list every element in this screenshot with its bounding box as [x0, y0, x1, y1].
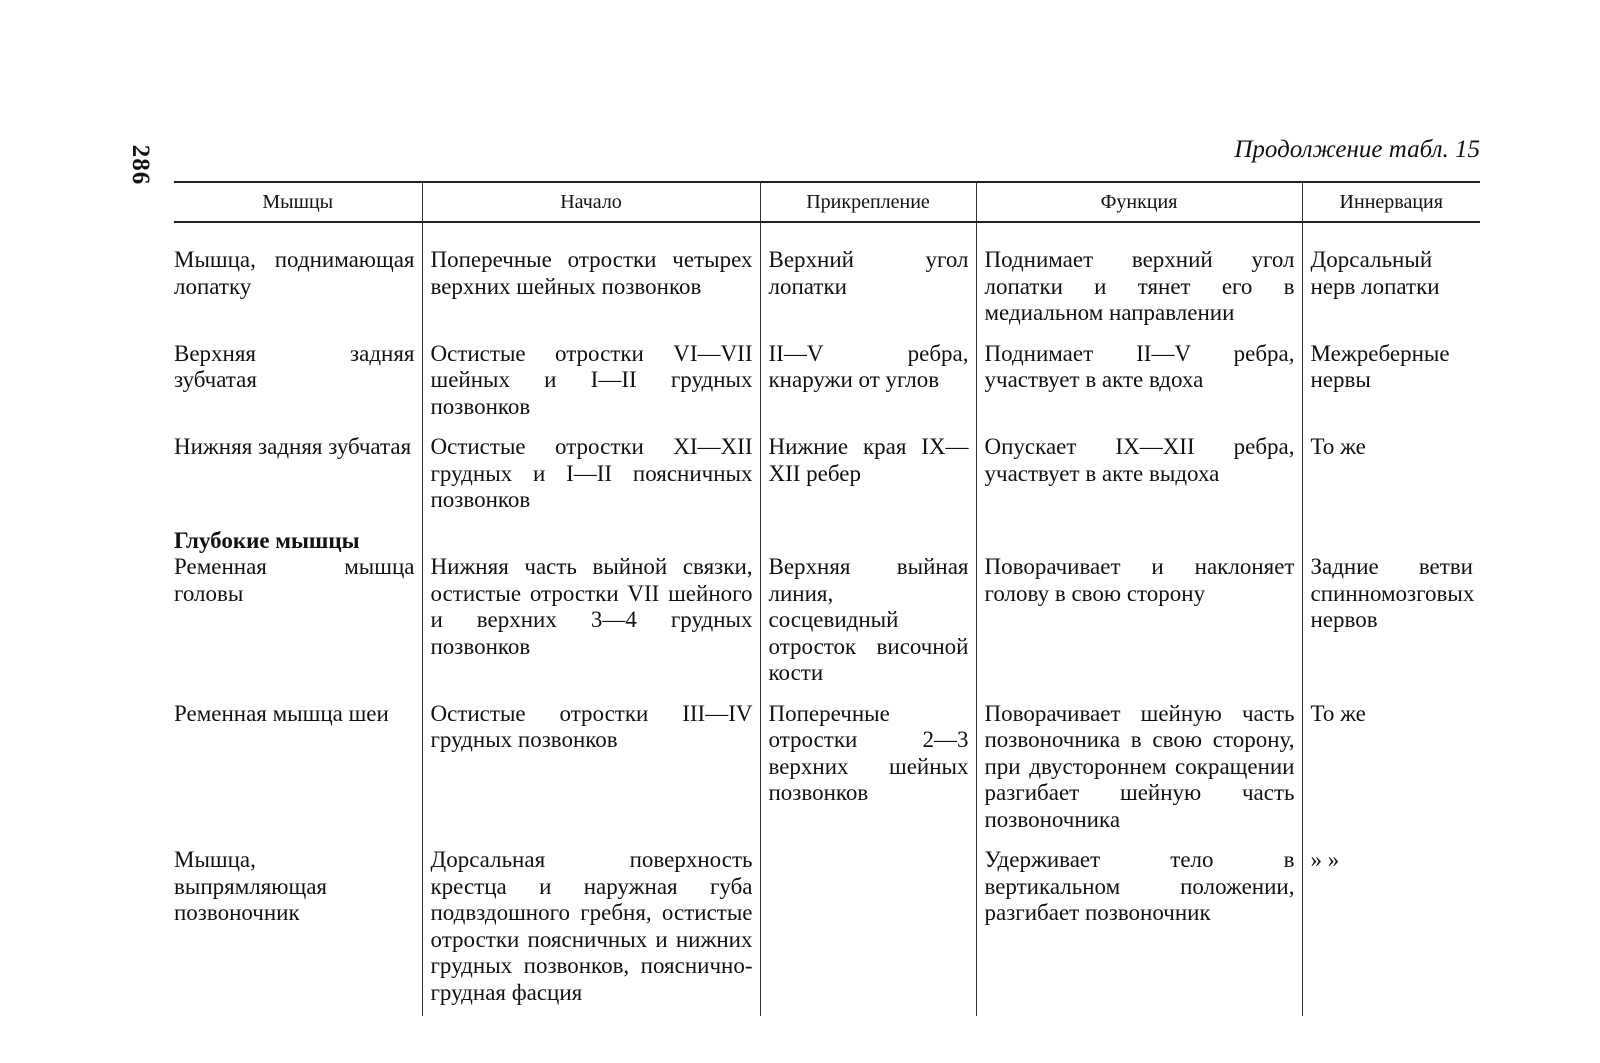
page-number: 286 — [127, 144, 154, 186]
header-muscle: Мышцы — [174, 182, 422, 222]
table-row — [174, 337, 1480, 431]
table-row — [174, 524, 1480, 697]
cell-muscle: Мышца, выпрямляющая позвоночник — [174, 847, 327, 925]
cell-insertion: Верхний угол лопатки — [760, 222, 976, 337]
header-function: Функция — [976, 182, 1302, 222]
cell-insertion: Нижние края IX—XII ребер — [760, 430, 976, 524]
cell-muscle-text: Ременная мышца головы — [174, 554, 415, 606]
header-insertion: Прикрепление — [760, 182, 976, 222]
cell-origin: Поперечные отростки четырех верхних шейных позвонков — [422, 222, 760, 337]
cell-origin: Дорсальная поверхность крестца и наружная губа подвздошного гребня, остистые отростки поясничных и нижних грудных позвонков, пояснично-грудная фасция — [422, 843, 760, 1016]
cell-origin: Остистые отростки XI—XII грудных и I—II поясничных позвонков — [422, 430, 760, 524]
table-header-row — [174, 182, 1480, 222]
cell-muscle: Ременная мышца шеи — [174, 700, 389, 726]
table-caption: Продолжение табл. 15 — [1234, 136, 1480, 163]
cell-innervation-text: Задние ветви спинномозговых нервов — [1310, 554, 1475, 632]
cell-insertion — [760, 524, 976, 697]
table-row — [174, 222, 1480, 337]
cell-innervation: То же — [1302, 697, 1480, 844]
cell-muscle — [174, 524, 422, 697]
cell-muscle: Верхняя задняя зубчатая — [174, 340, 415, 392]
cell-origin: Остистые отростки III—IV грудных позвонков — [422, 697, 760, 844]
section-spacer — [1311, 528, 1474, 555]
cell-innervation: Межреберные нервы — [1302, 337, 1480, 431]
cell-function — [976, 524, 1302, 697]
cell-origin-text: Нижняя часть выйной связки, остистые отростки VII шейного и верхних 3—4 грудных позвонков — [430, 554, 753, 659]
muscle-table — [174, 181, 1480, 1016]
section-spacer — [431, 528, 753, 555]
cell-insertion: II—V ребра, кнаружи от углов — [760, 337, 976, 431]
cell-innervation: » » — [1302, 843, 1480, 1016]
cell-function: Опускает IX—XII ребра, участвует в акте выдоха — [976, 430, 1302, 524]
cell-insertion-text: Верхняя выйная линия, сосцевидный отросток височной кости — [768, 554, 969, 685]
cell-function-text: Поворачивает и наклоняет голову в свою сторону — [984, 554, 1295, 606]
cell-origin — [422, 524, 760, 697]
cell-function: Удерживает тело в вертикальном положении, разгибает позвоночник — [976, 843, 1302, 1016]
cell-function: Поворачивает шейную часть позвоночника в свою сторону, при двустороннем сокращении разгибает шейную часть позвоночника — [976, 697, 1302, 844]
section-spacer — [985, 528, 1295, 555]
cell-muscle: Нижняя задняя зубчатая — [174, 434, 412, 459]
section-spacer — [769, 528, 969, 555]
section-heading: Глубокие мышцы — [174, 527, 360, 553]
header-origin: Начало — [422, 182, 760, 222]
cell-function: Поднимает верхний угол лопатки и тянет его в медиальном направлении — [976, 222, 1302, 337]
cell-insertion — [760, 843, 976, 1016]
cell-insertion: Поперечные отростки 2—3 верхних шейных позвонков — [760, 697, 976, 844]
cell-muscle: Мышца, поднимающая лопатку — [174, 247, 415, 299]
cell-innervation: Дорсальный нерв лопатки — [1302, 222, 1480, 337]
cell-origin: Остистые отростки VI—VII шейных и I—II грудных позвонков — [422, 337, 760, 431]
header-innervation: Иннервация — [1302, 182, 1480, 222]
cell-innervation — [1302, 524, 1480, 697]
cell-function: Поднимает II—V ребра, участвует в акте вдоха — [976, 337, 1302, 431]
table-row — [174, 430, 1480, 524]
cell-innervation: То же — [1302, 430, 1480, 524]
table-row — [174, 843, 1480, 1016]
table-row — [174, 697, 1480, 844]
